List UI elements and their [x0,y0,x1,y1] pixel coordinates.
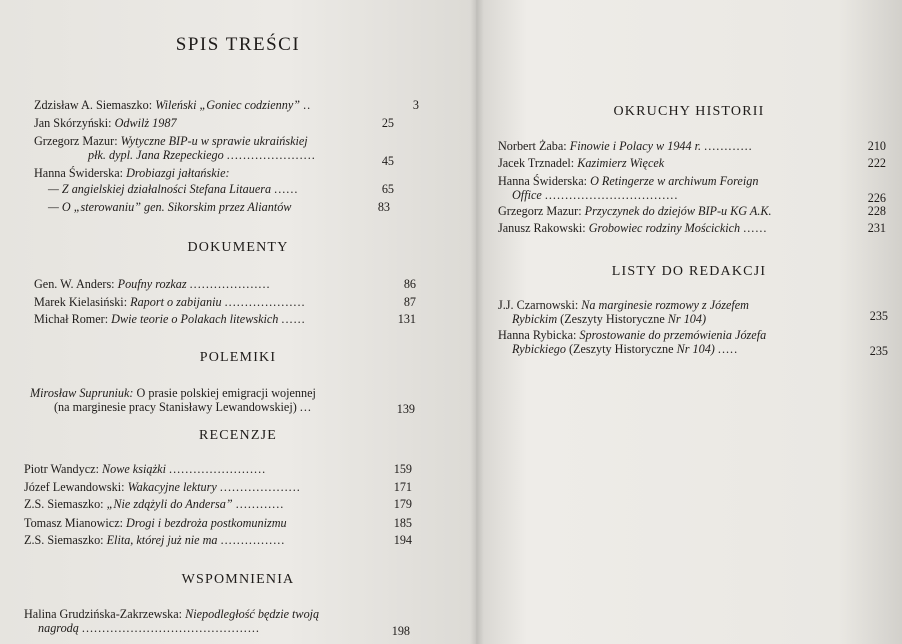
entry-dots: ............................................ [81,621,260,635]
entry-page: 87 [403,295,416,309]
toc-entry [498,328,888,356]
entry-page: 171 [393,480,412,494]
entry-title: O prasie polskiej emigracji wojennej [136,386,316,400]
entry-author: Hanna Rybicka: [498,328,577,342]
entry-title: Grobowiec rodziny Mościckich [588,221,741,235]
entry-author: Hanna Świderska: [34,166,124,180]
entry-title-cont: Rybickiego [512,342,566,356]
entry-author: Jacek Trznadel: [498,156,575,170]
entry-page: 179 [393,497,412,511]
entry-author: J.J. Czarnowski: [498,298,579,312]
entry-author: Janusz Rakowski: [498,221,586,235]
entry-page: 235 [869,344,888,358]
entry-title: Przyczynek do dziejów BIP-u KG A.K. [584,204,772,218]
toc-entry [498,174,886,205]
entry-title: Kazimierz Więcek [577,156,665,170]
page-title: SPIS TREŚCI [175,34,301,55]
entry-author: Z.S. Siemaszko: [24,533,104,547]
entry-page: 226 [867,191,886,205]
entry-title: Nowe książki [102,462,166,476]
section-heading-dokumenty: DOKUMENTY [187,240,289,255]
entry-page: 185 [393,516,412,530]
entry-title: Finowie i Polacy w 1944 r. [569,139,702,153]
entry-page: 86 [403,277,416,291]
toc-entry [34,98,419,112]
entry-page: 194 [393,533,412,547]
section-heading-listy-do-redakcji: LISTY DO REDAKCJI [611,264,767,279]
entry-dots: ............ [235,497,285,511]
entry-title: O Retingerze w archiwum Foreign [590,174,759,188]
entry-author: Tomasz Mianowicz: [24,516,123,530]
entry-author: Piotr Wandycz: [24,462,99,476]
entry-page: 65 [381,182,394,196]
entry-page: 139 [396,402,415,416]
toc-entry [34,295,416,309]
entry-title: Sprostowanie do przemówienia Józefa [579,328,767,342]
entry-dots: .................... [219,480,301,494]
entry-dots: .................... [224,295,306,309]
entry-title-cont: płk. dypl. Jana Rzepeckiego [88,148,224,162]
entry-author: Józef Lewandowski: [24,480,125,494]
toc-subentry [34,182,394,196]
entry-title: Odwilż 1987 [114,116,177,130]
entry-dots: ........................ [169,462,267,476]
toc-entry [498,139,886,153]
entry-title-cont: (na marginesie pracy Stanisławy Lewandowskiej) [54,400,297,414]
entry-author: Hanna Świderska: [498,174,588,188]
toc-entry [34,166,394,180]
entry-page: 222 [867,156,886,170]
entry-title: Wileński „Goniec codzienny” [155,98,301,112]
entry-page: 235 [869,309,888,323]
entry-page: 45 [381,154,394,168]
toc-entry [498,156,886,170]
entry-title: Dwie teorie o Polakach litewskich [111,312,279,326]
entry-author: Zdzisław A. Siemaszko: [34,98,153,112]
entry-issue: Nr 104) [676,342,715,356]
entry-title: Niepodległość będzie twoją [185,607,320,621]
entry-source: (Zeszyty Historyczne [568,342,674,356]
toc-entry [24,533,412,547]
section-heading-okruchy-historii: OKRUCHY HISTORII [613,104,765,119]
toc-entry [24,462,412,476]
toc-entry [24,480,412,494]
entry-title: Na marginesie rozmowy z Józefem [581,298,749,312]
entry-author: Halina Grudzińska-Zakrzewska: [24,607,183,621]
section-heading-wspomnienia: WSPOMNIENIA [181,572,295,587]
entry-dots: ...... [743,221,768,235]
section-heading-polemiki: POLEMIKI [199,350,277,365]
section-heading-recenzje: RECENZJE [198,428,278,443]
entry-dots: .. [303,98,312,112]
entry-title: Drogi i bezdroża postkomunizmu [126,516,287,530]
toc-entry [34,134,394,168]
toc-entry [34,277,416,291]
toc-entry [24,497,412,511]
entry-page: 83 [377,200,390,214]
entry-dots: ... [299,400,312,414]
entry-title: „Nie zdążyli do Andersa” [106,497,233,511]
entry-dots: ................................. [544,188,679,202]
entry-page: 231 [867,221,886,235]
entry-title-cont: Office [512,188,542,202]
right-page [476,0,902,644]
toc-entry [498,298,888,326]
entry-source: (Zeszyty Historyczne [560,312,665,326]
entry-dots: ............ [704,139,753,153]
entry-dots: ...... [274,182,299,196]
book-gutter [470,0,484,644]
toc-entry [498,221,886,235]
entry-title: — Z angielskiej działalności Stefana Litauera [48,182,272,196]
toc-subentry [34,200,390,214]
entry-page: 25 [381,116,394,130]
entry-title: Raport o zabijaniu [130,295,222,309]
entry-page: 210 [867,139,886,153]
entry-page: 198 [391,624,410,638]
entry-title: Wytyczne BIP-u w sprawie ukraińskiej [120,134,308,148]
entry-page: 3 [412,98,419,112]
toc-entry [34,116,394,130]
entry-page: 228 [867,204,886,218]
toc-entry [30,386,415,414]
entry-author: Jan Skórzyński: [34,116,112,130]
entry-dots: ...................... [226,148,316,162]
entry-title: Drobiazgi jałtańskie: [126,166,230,180]
entry-title: Wakacyjne lektury [127,480,217,494]
toc-entry [24,607,410,638]
entry-dots: ................ [220,533,286,547]
entry-issue: Nr 104) [667,312,707,326]
entry-title-cont: nagrodą [38,621,79,635]
entry-title: Poufny rozkaz [117,277,187,291]
entry-title: Elita, której już nie ma [106,533,218,547]
entry-author: Marek Kielasiński: [34,295,128,309]
entry-title-cont: Rybickim [512,312,558,326]
toc-entry [24,516,412,530]
entry-dots: ..... [717,342,739,356]
entry-author: Norbert Żaba: [498,139,567,153]
entry-title: — O „sterowaniu” gen. Sikorskim przez Aliantów [48,200,292,214]
entry-author: Z.S. Siemaszko: [24,497,104,511]
entry-author: Grzegorz Mazur: [34,134,118,148]
entry-page: 131 [397,312,416,326]
toc-entry [498,204,886,218]
entry-dots: .................... [189,277,271,291]
toc-entry [34,312,416,326]
entry-author: Grzegorz Mazur: [498,204,582,218]
entry-dots: ...... [281,312,306,326]
entry-page: 159 [393,462,412,476]
entry-author: Mirosław Supruniuk: [30,386,134,400]
entry-author: Gen. W. Anders: [34,277,115,291]
entry-author: Michał Romer: [34,312,109,326]
